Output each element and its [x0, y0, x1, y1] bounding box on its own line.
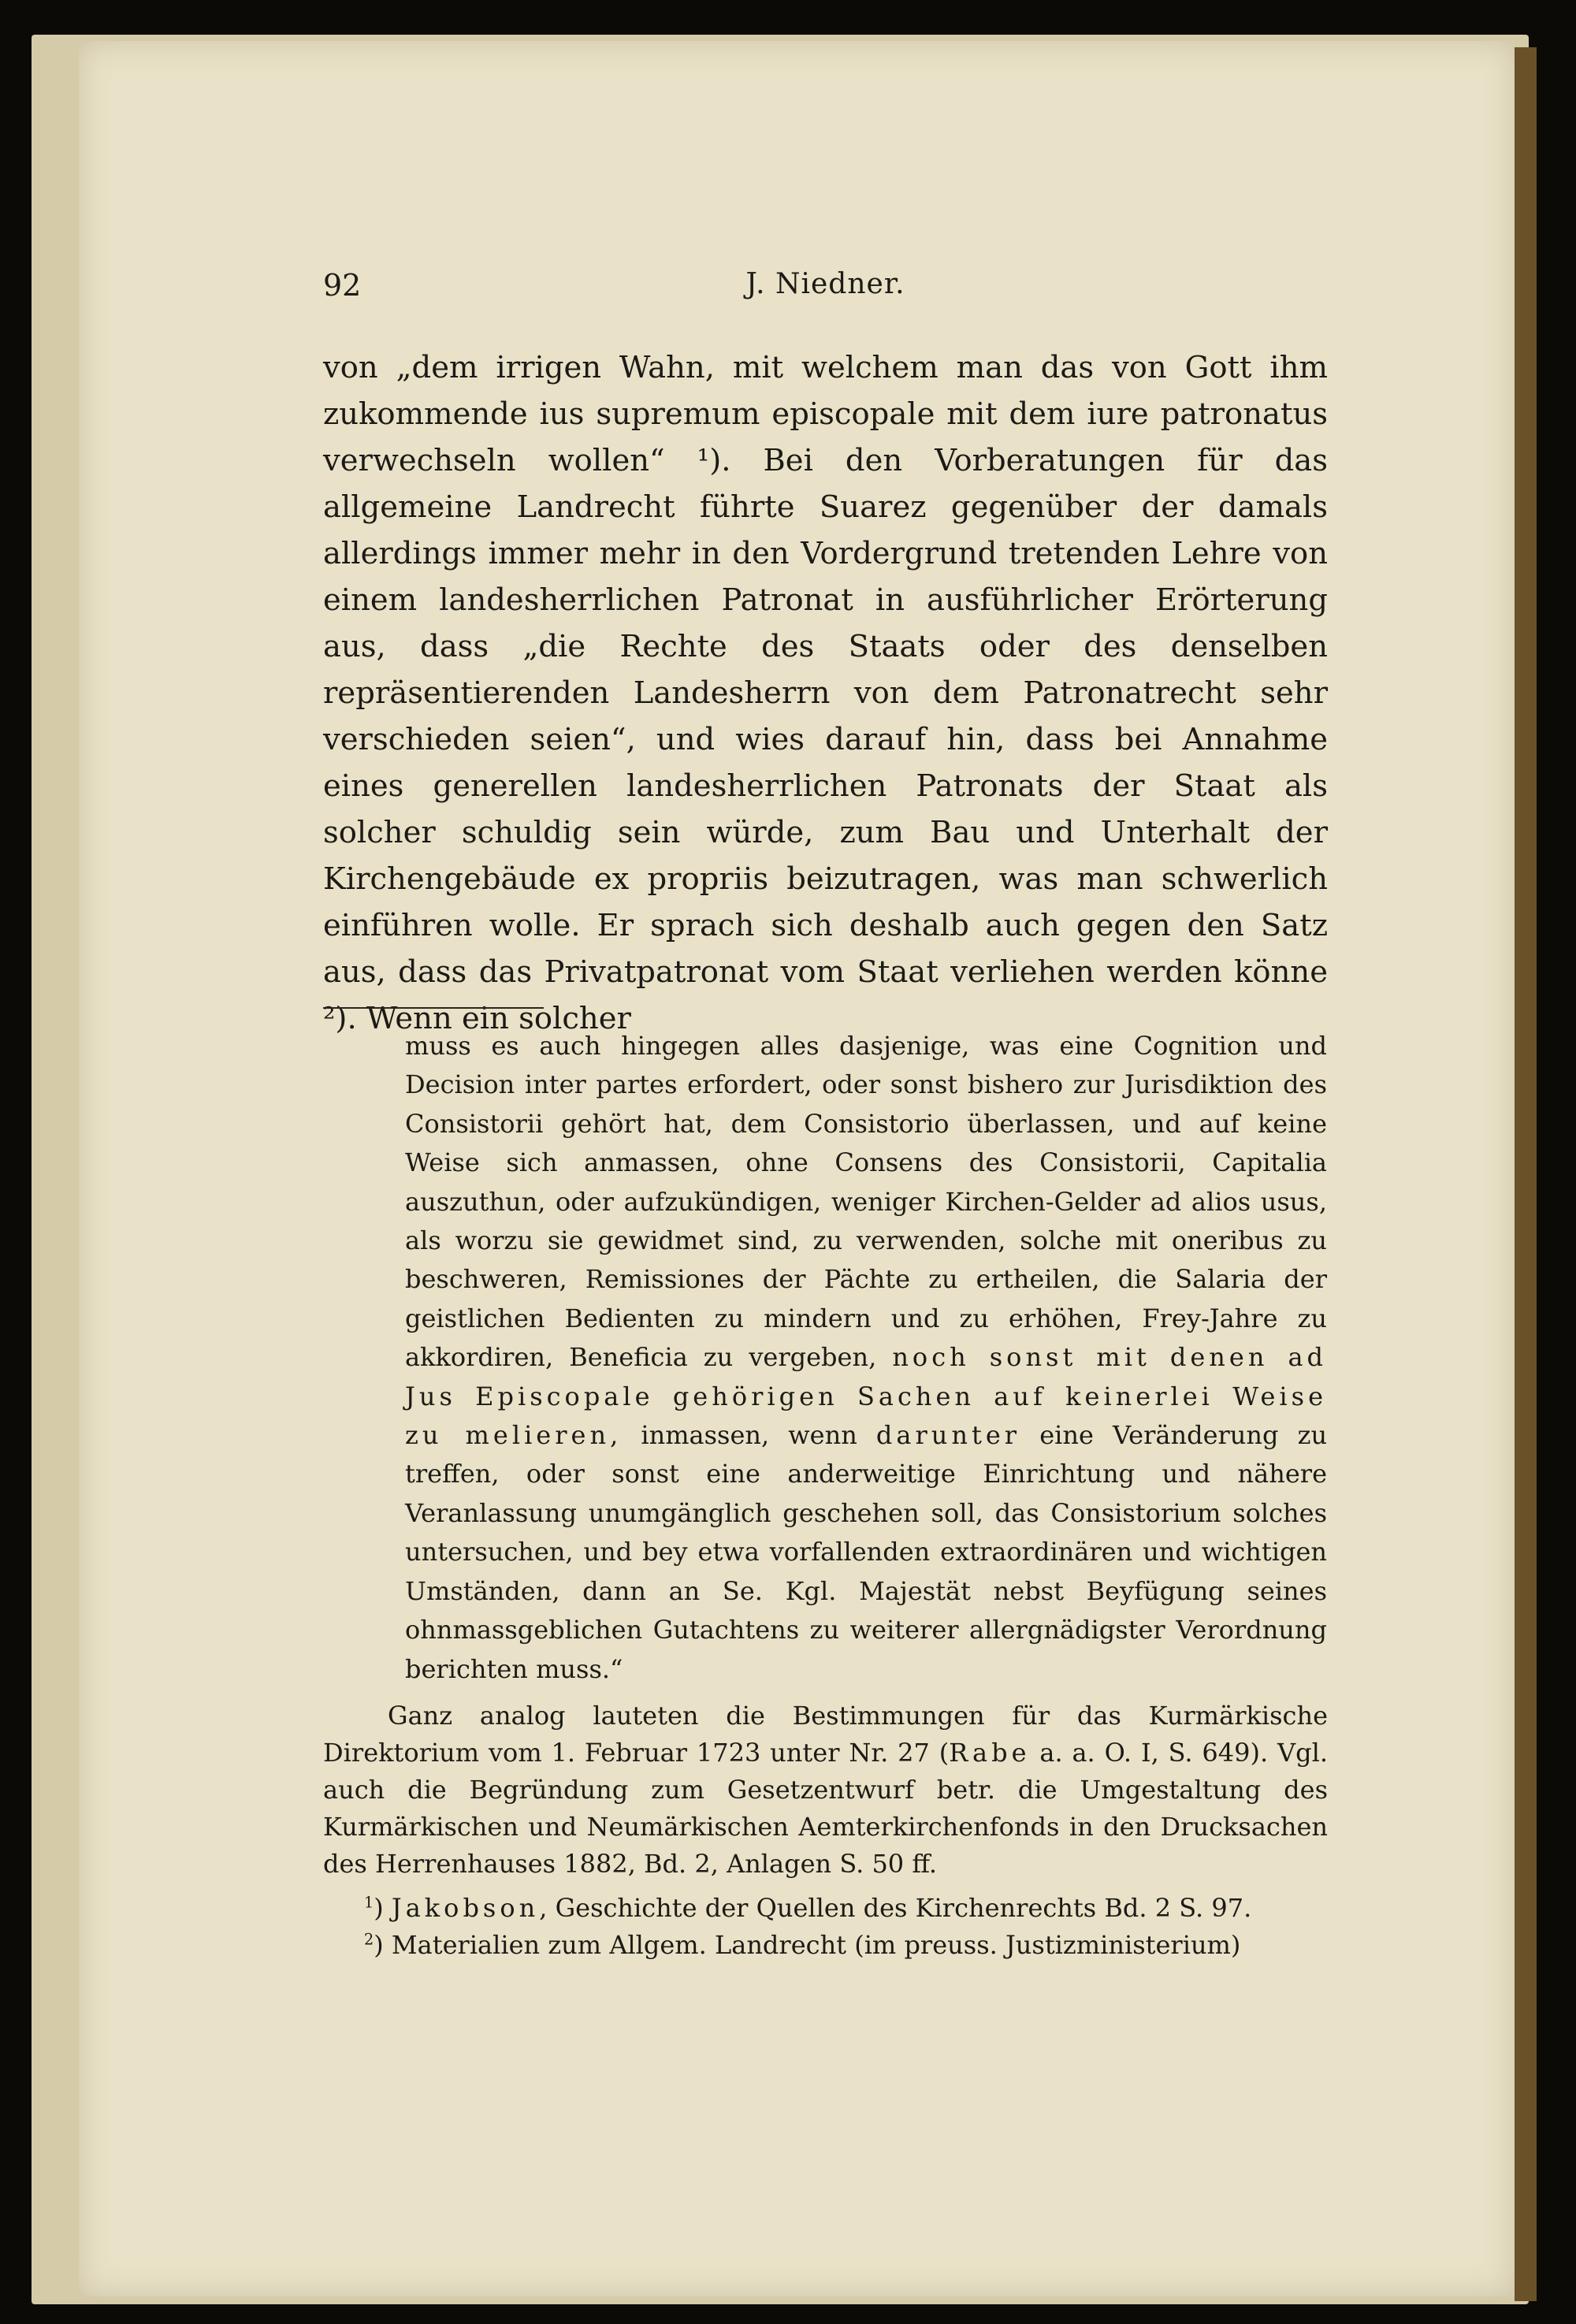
- page-number: 92: [323, 268, 362, 303]
- quote-spaced-text-2: darunter: [875, 1420, 1021, 1451]
- footnote-quote: [405, 1027, 1327, 1689]
- quote-spaced-text-1: noch sonst mit denen ad Jus Episcopale gehörigen Sachen auf keinerlei Weise zu melieren,: [405, 1342, 1328, 1451]
- quote-text-part1: muss es auch hingegen alles dasjenige, was eine Cognition und Decision inter partes erfordert, oder sonst bishero zur Jurisdiktion des Consistorii gehört hat, dem Consistorio überlassen, und auf keine Weise sich anmassen, ohne Consens des Consistorii, Capitalia auszuthun, oder aufzukündigen, weniger Kirchen-Gelder ad alios usus, als worzu sie gewidmet sind, zu verwenden, solche mit oneribus zu beschweren, Remissiones der Pächte zu ertheilen, die Salaria der geistlichen Bedienten zu mindern und zu erhöhen, Frey-Jahre zu akkordiren, Beneficia zu vergeben,: [405, 1031, 1327, 1373]
- footnote-analog-note: [323, 1697, 1328, 1883]
- quote-paragraph: [405, 1027, 1327, 1689]
- main-text: [323, 344, 1328, 1042]
- analog-paragraph: [323, 1697, 1328, 1883]
- body-paragraph: von „dem irrigen Wahn, mit welchem man das von Gott ihm zukommende ius supremum episcopale mit dem iure patronatus verwechseln wollen“ ¹). Bei den Vorberatungen für das allgemeine Landrecht führte Suarez gegenüber der damals allerdings immer mehr in den Vordergrund tretenden Lehre von einem landesherrlichen Patronat in ausführlicher Erörterung aus, dass „die Rechte des Staats oder des denselben repräsentierenden Landesherrn von dem Patronatrecht sehr verschieden seien“, und wies darauf hin, dass bei Annahme eines generellen landesherrlichen Patronats der Staat als solcher schuldig sein würde, zum Bau und Unterhalt der Kirchengebäude ex propriis beizutragen, was man schwerlich einführen wolle. Er sprach sich deshalb auch gegen den Satz aus, dass das Privatpatronat vom Staat verliehen werden könne ²). Wenn ein solcher: [323, 350, 1328, 1036]
- footnote-divider: [323, 1007, 544, 1009]
- footnote-author: Jakobson: [391, 1893, 540, 1923]
- analog-author: Rabe: [949, 1738, 1031, 1768]
- quote-text-part2: inmassen, wenn: [641, 1420, 857, 1451]
- footnote-text: Materialien zum Allgem. Landrecht (im preuss. Justizministerium): [391, 1930, 1241, 1960]
- running-head: J. Niedner.: [745, 268, 905, 300]
- footnote-text: , Geschichte der Quellen des Kirchenrechts Bd. 2 S. 97.: [539, 1893, 1252, 1923]
- footnote-marker: 1: [364, 1893, 374, 1912]
- footnote-marker: 2: [364, 1930, 374, 1949]
- analog-text-2: a. a. O. I, S. 649). Vgl. auch die Begründung zum Gesetzentwurf betr. die Umgestaltung des Kurmärkischen und Neumärkischen Aemterkirchenfonds in den Drucksachen des Herrenhauses 1882, Bd. 2, Anlagen S. 50 ff.: [323, 1738, 1329, 1879]
- analog-text-1: Ganz analog lauteten die Bestimmungen für das Kurmärkische Direktorium vom 1. Februar 1723 unter Nr. 27 (: [323, 1701, 1328, 1768]
- footnotes: [323, 1890, 1328, 1964]
- footnote-2: $^2$) Materialien zum Allgem. Landrecht (im preuss. Justizministerium): [364, 1930, 1241, 1960]
- quote-text-part3: eine Veränderung zu treffen, oder sonst eine anderweitige Einrichtung und nähere Veranlassung unumgänglich geschehen soll, das Consistorium solches untersuchen, und bey etwa vorfallenden extraordinären und wichtigen Umständen, dann an Se. Kgl. Majestät nebst Beyfügung seines ohnmassgeblichen Gutachtens zu weiterer allergnädigster Verordnung berichten muss.“: [405, 1420, 1328, 1684]
- book-spine: [1515, 47, 1537, 2301]
- page-header: [323, 268, 1328, 315]
- footnote-1: $^1$) Jakobson, Geschichte der Quellen des Kirchenrechts Bd. 2 S. 97.: [364, 1893, 1252, 1923]
